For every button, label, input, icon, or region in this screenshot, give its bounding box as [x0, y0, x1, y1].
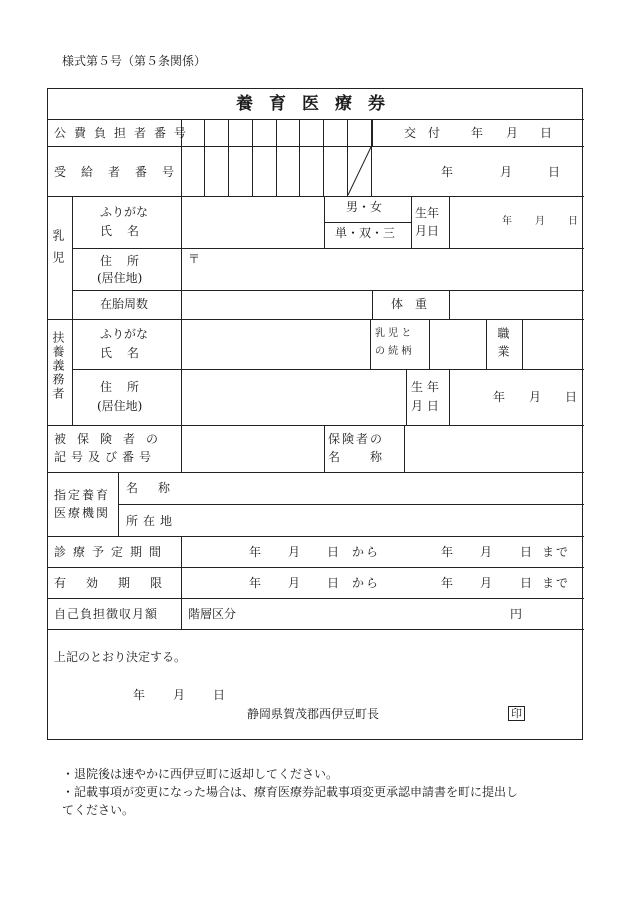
tier-label: 階層区分	[188, 607, 237, 621]
recipient-year-label: 年	[441, 165, 454, 179]
decision-year: 年	[133, 688, 146, 702]
planned-from-year: 年	[249, 545, 262, 559]
insurer-label-2: 名 称	[328, 450, 385, 464]
infant-address-sub-label: (居住地)	[97, 271, 143, 285]
infant-address-label: 住所	[100, 254, 155, 268]
guardian-section-label: 扶養義務者	[51, 331, 65, 401]
issue-year-label: 年	[471, 126, 484, 140]
guardian-birth-month-label: 月	[529, 390, 542, 404]
valid-to-month: 月	[480, 576, 493, 590]
institution-label-2: 医療機関	[54, 506, 111, 520]
recipient-month-label: 月	[500, 165, 513, 179]
issue-day-label: 日	[540, 126, 553, 140]
planned-to-month: 月	[480, 545, 493, 559]
guardian-birth-day-label: 日	[565, 390, 578, 404]
guardian-furigana-label: ふりがな	[100, 327, 149, 341]
gestation-weeks-label: 在胎周数	[100, 297, 149, 311]
infant-name-label: 氏名	[100, 224, 155, 238]
infant-birth-year-label: 年	[502, 216, 512, 227]
planned-to-year: 年	[441, 545, 454, 559]
guardian-birth-date-label-2: 月 日	[411, 399, 439, 413]
infant-multiplicity-options: 単・双・三	[335, 226, 396, 240]
infant-section-label: 乳児	[51, 229, 65, 273]
guardian-birth-year-label: 年	[493, 390, 506, 404]
institution-location-label: 所在地	[126, 514, 178, 528]
insured-label-2: 記号及び番号	[54, 450, 157, 464]
diagonal-strike	[347, 146, 372, 196]
planned-period-label: 診療予定期間	[54, 545, 169, 559]
institution-label-1: 指定養育	[54, 488, 111, 502]
valid-from-day: 日	[327, 576, 340, 590]
insurer-label-1: 保険者の	[328, 432, 385, 446]
infant-sex-options: 男・女	[346, 200, 383, 214]
planned-from-day: 日	[327, 545, 340, 559]
planned-from-month: 月	[288, 545, 301, 559]
note-line-3: てください。	[62, 803, 135, 817]
valid-period-label: 有効期限	[54, 576, 183, 590]
planned-to-day: 日	[520, 545, 533, 559]
copay-label: 自己負担徴収月額	[54, 607, 159, 621]
guardian-address-label: 住所	[100, 380, 155, 394]
planned-from-label: から	[352, 545, 381, 559]
decision-day: 日	[213, 688, 226, 702]
relation-label-1: 乳 児 と	[375, 328, 412, 339]
infant-birth-day-label: 日	[568, 216, 578, 227]
weight-label: 体重	[391, 297, 440, 311]
issue-month-label: 月	[506, 126, 519, 140]
seal-mark: 印	[508, 706, 525, 721]
guardian-name-label: 氏名	[100, 346, 155, 360]
decision-text: 上記のとおり決定する。	[54, 650, 187, 664]
valid-from-month: 月	[288, 576, 301, 590]
notes	[62, 765, 518, 819]
institution-name-label: 名 称	[126, 481, 175, 495]
recipient-number-label: 受給者番号	[54, 165, 190, 179]
issue-label: 交付	[404, 126, 453, 140]
guardian-address-sub-label: (居住地)	[97, 399, 143, 413]
valid-until-label: まで	[542, 576, 571, 590]
occupation-label: 職業	[496, 327, 510, 363]
infant-furigana-label: ふりがな	[100, 205, 149, 219]
medical-voucher-form	[47, 88, 583, 740]
infant-birth-date-label-1: 生年	[415, 206, 440, 220]
infant-birth-date-label-2: 月日	[415, 224, 440, 238]
recipient-day-label: 日	[548, 165, 561, 179]
public-payer-number-label: 公費負担者番号	[54, 126, 195, 140]
infant-birth-month-label: 月	[535, 216, 545, 227]
valid-from-label: から	[352, 576, 381, 590]
insured-label-1: 被保険者の	[54, 432, 170, 446]
infant-postal-mark: 〒	[188, 252, 201, 266]
relation-label-2: の 続 柄	[375, 346, 412, 357]
valid-from-year: 年	[249, 576, 262, 590]
form-title: 養育医療券	[236, 94, 401, 114]
mayor-title: 静岡県賀茂郡西伊豆町長	[247, 707, 380, 721]
note-line-1: ・退院後は速やかに西伊豆町に返却してください。	[62, 767, 339, 781]
planned-until-label: まで	[542, 545, 571, 559]
yen-label: 円	[510, 607, 523, 621]
valid-to-day: 日	[520, 576, 533, 590]
decision-month: 月	[173, 688, 186, 702]
valid-to-year: 年	[441, 576, 454, 590]
note-line-2: ・記載事項が変更になった場合は、療育医療券記載事項変更承認申請書を町に提出し	[62, 785, 519, 799]
guardian-birth-date-label-1: 生 年	[411, 380, 439, 394]
form-number: 様式第５号（第５条関係）	[62, 54, 207, 68]
